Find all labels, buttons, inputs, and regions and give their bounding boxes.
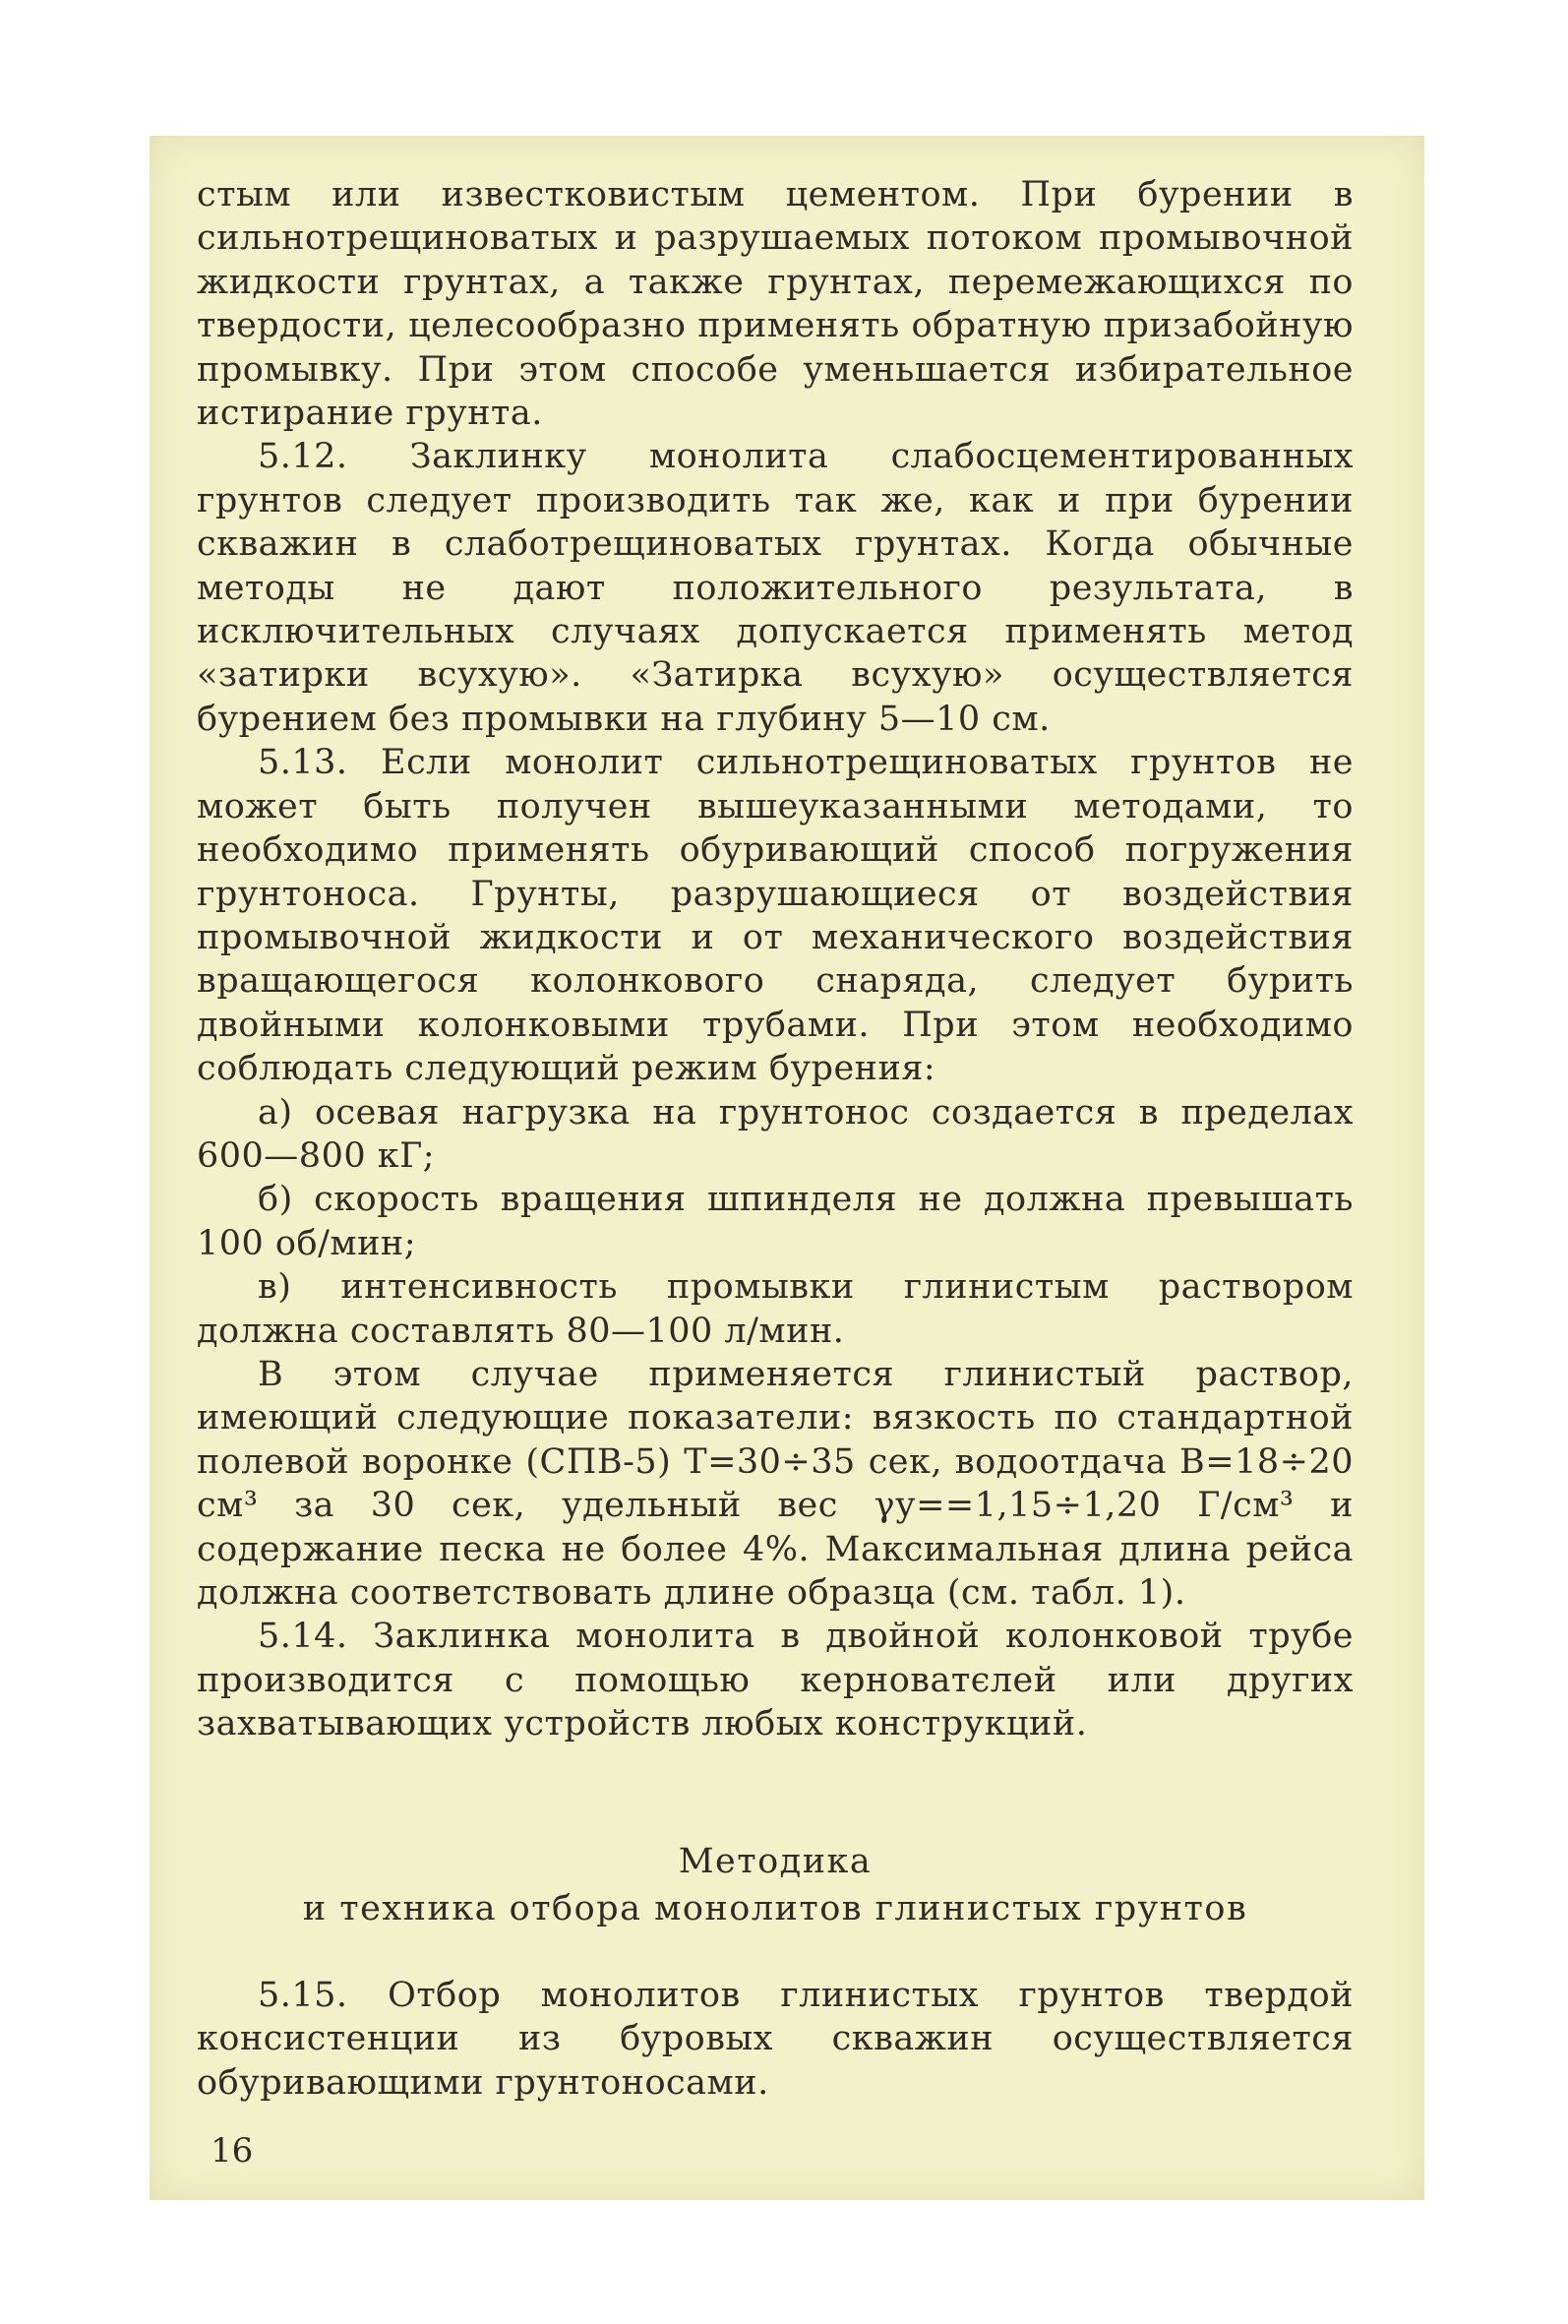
body-text-after-heading <box>197 1974 1354 2105</box>
book-page <box>150 136 1424 2200</box>
heading-line-2: и техника отбора монолитов глинистых грунтов <box>302 1889 1248 1928</box>
heading-line-1: Методика <box>678 1842 873 1881</box>
paragraph-5-12: 5.12. Заклинку монолита слабосцементированных грунтов следует производить так же, как и при бурении скважин в слаботрещиноватых грунтах. Когда обычные методы не дают положительного результата, в исключительных случаях допускается применять метод «затирки всухую». «Затирка всухую» осуществляется бурением без промывки на глубину 5—10 см. <box>197 437 1354 739</box>
paragraph-5-15: 5.15. Отбор монолитов глинистых грунтов твердой консистенции из буровых скважин осуществляется обуривающими грунтоносами. <box>197 1976 1354 2103</box>
page-number: 16 <box>211 2131 254 2171</box>
list-item-v: в) интенсивность промывки глинистым раствором должна составлять 80—100 л/мин. <box>197 1267 1354 1351</box>
paragraph-5-14: 5.14. Заклинка монолита в двойной колонковой трубе производится с помощью керноватєлей или других захватывающих устройств любых конструкций. <box>197 1617 1354 1744</box>
list-item-a: а) осевая нагрузка на грунтонос создается в пределах 600—800 кГ; <box>197 1092 1354 1176</box>
list-item-b: б) скорость вращения шпинделя не должна превышать 100 об/мин; <box>197 1180 1354 1263</box>
section-heading <box>197 1838 1354 1932</box>
body-text <box>197 173 1354 1746</box>
paragraph-1: стым или известковистым цементом. При бурении в сильнотрещиноватых и разрушаемых потоком промывочной жидкости грунтах, а также грунтах, перемежающихся по твердости, целесообразно применять обратную призабойную промывку. При этом способе уменьшается избирательное истирание грунта. <box>197 175 1354 434</box>
paragraph-mud-params: В этом случае применяется глинистый раствор, имеющий следующие показатели: вязкость по стандартной полевой воронке (СПВ-5) T=30÷35 сек, водоотдача B=18÷20 см³ за 30 сек, удельный вес γу==1,15÷1,20 Г/см³ и содержание песка не более 4%. Максимальная длина рейса должна соответствовать длине образца (см. табл. 1). <box>197 1354 1354 1613</box>
paragraph-5-13: 5.13. Если монолит сильнотрещиноватых грунтов не может быть получен вышеуказанными методами, то необходимо применять обуривающий способ погружения грунтоноса. Грунты, разрушающиеся от воздействия промывочной жидкости и от механического воздействия вращающегося колонкового снаряда, следует бурить двойными колонковыми трубами. При этом необходимо соблюдать следующий режим бурения: <box>197 743 1354 1089</box>
